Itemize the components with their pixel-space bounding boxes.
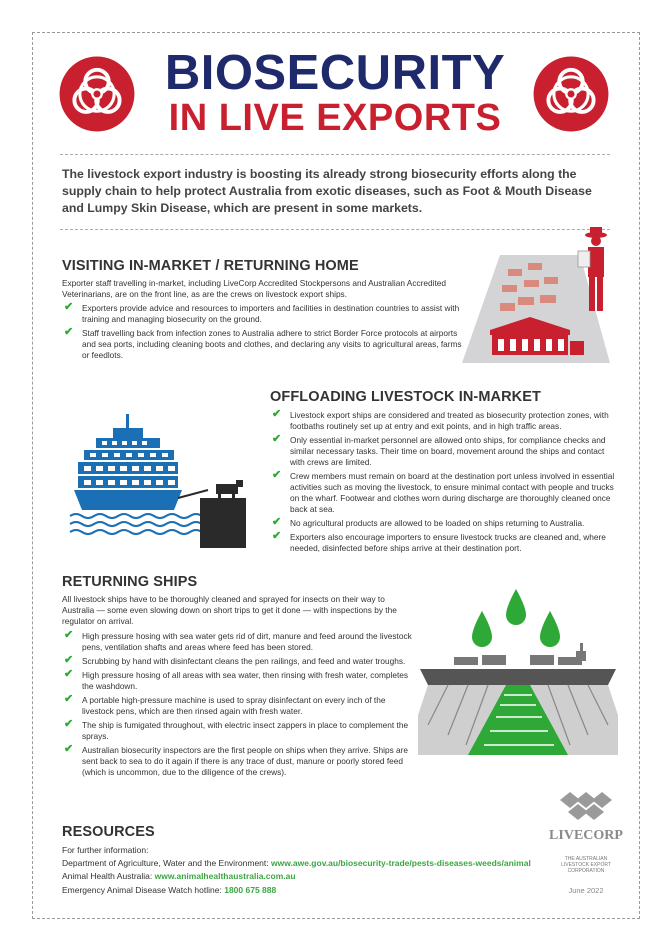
- list-item-text: The ship is fumigated throughout, with electric insect zappers in place to complement the sprays.: [82, 720, 409, 741]
- livecorp-logo-icon: [558, 790, 614, 826]
- resource-line: [62, 885, 276, 896]
- visiting-heading: VISITING IN-MARKET / RETURNING HOME: [62, 258, 359, 274]
- list-item: [62, 695, 417, 717]
- list-item: [62, 631, 417, 653]
- resource-link[interactable]: www.animalhealthaustralia.com.au: [154, 871, 296, 881]
- resource-phone: 1800 675 888: [224, 885, 277, 895]
- resources-intro: For further information:: [62, 845, 149, 855]
- list-item-text: Only essential in-market personnel are allowed onto ships, for compliance checks and similar necessary tasks. Their time on board, movement around the ships and contact with crews are limited.: [290, 435, 606, 467]
- check-icon: ✔: [64, 301, 74, 313]
- check-icon: ✔: [64, 668, 74, 680]
- list-item-text: Scrubbing by hand with disinfectant cleans the pen railings, and feed and water troughs.: [82, 656, 406, 666]
- list-item: [270, 410, 620, 432]
- list-item: [62, 670, 417, 692]
- check-icon: ✔: [64, 718, 74, 730]
- check-icon: ✔: [272, 530, 282, 542]
- ship-illustration: [68, 410, 258, 550]
- check-icon: ✔: [272, 469, 282, 481]
- check-icon: ✔: [64, 326, 74, 338]
- publication-date: June 2022: [568, 886, 604, 895]
- intro-text: The livestock export industry is boosting its already strong biosecurity efforts along the supply chain to help protect Australia from exotic diseases, such as Foot & Mouth Disease and Lumpy Skin Disease, which are present in some markets.: [62, 167, 592, 215]
- check-icon: ✔: [64, 654, 74, 666]
- list-item: [62, 745, 417, 778]
- check-icon: ✔: [64, 629, 74, 641]
- title-line-1: BIOSECURITY: [164, 46, 506, 100]
- livecorp-logo-name: LIVECORP: [549, 828, 623, 843]
- offloading-list: [270, 410, 620, 557]
- list-item-text: No agricultural products are allowed to be loaded on ships returning to Australia.: [290, 518, 585, 528]
- resources-heading: RESOURCES: [62, 824, 155, 840]
- list-item-text: Exporters also encourage importers to ensure livestock trucks are cleaned and, where needed, disinfected before ships arrive at their destination port.: [290, 532, 606, 553]
- returning-heading: RETURNING SHIPS: [62, 574, 198, 590]
- offloading-heading: OFFLOADING LIVESTOCK IN-MARKET: [270, 389, 541, 405]
- list-item-text: Staff travelling back from infection zones to Australia adhere to strict Border Force protocols at airports and sea ports, including cleaning boots and clothes, and declaring any visits to agricultural areas, farms or feedlots.: [82, 328, 462, 360]
- biohazard-icon: [58, 55, 136, 133]
- divider: [60, 154, 610, 155]
- list-item-text: Exporters provide advice and resources to importers and facilities in destination countries to assist with training and managing biosecurity on the ground.: [82, 303, 460, 324]
- list-item: [270, 435, 620, 468]
- check-icon: ✔: [64, 743, 74, 755]
- list-item-text: A portable high-pressure machine is used to spray disinfectant on every inch of the livestock pens, which are then rinsed again with fresh water.: [82, 695, 386, 716]
- resource-line: [62, 858, 531, 869]
- check-icon: ✔: [272, 433, 282, 445]
- resource-label: Emergency Animal Disease Watch hotline:: [62, 885, 222, 895]
- ship-washdown-illustration: [418, 585, 618, 755]
- list-item-text: Australian biosecurity inspectors are the first people on ships when they arrive. Ships are sent back to sea to do it again if there is any trace of dust, manure or poorly stored feed (which is uncommon, due to the diligence of the crews).: [82, 745, 409, 777]
- list-item: [62, 303, 462, 325]
- list-item: [270, 471, 620, 515]
- returning-list: [62, 631, 417, 781]
- resource-link[interactable]: www.awe.gov.au/biosecurity-trade/pests-diseases-weeds/animal: [271, 858, 531, 868]
- list-item: [270, 518, 620, 529]
- resource-label: Animal Health Australia:: [62, 871, 153, 881]
- biohazard-icon: [532, 55, 610, 133]
- resource-line: [62, 871, 296, 882]
- list-item-text: High pressure hosing of all areas with sea water, then rinsing with fresh water, completes the washdown.: [82, 670, 409, 691]
- list-item: [62, 328, 462, 361]
- livecorp-tagline: THE AUSTRALIAN LIVESTOCK EXPORT CORPORATION: [561, 856, 611, 874]
- list-item-text: High pressure hosing with sea water gets rid of dirt, manure and feed around the livestock pens, ventilation shafts and areas where feed has been stored.: [82, 631, 412, 652]
- list-item-text: Crew members must remain on board at the destination port unless involved in essential activities such as moving the livestock, to ensure minimal contact with people and trucks on the wharf. Footwear and clothes worn during discharge are thoroughly cleaned once back at sea.: [290, 471, 615, 514]
- check-icon: ✔: [272, 516, 282, 528]
- list-item: [270, 532, 620, 554]
- farm-illustration: [460, 225, 620, 365]
- title-line-2: IN LIVE EXPORTS: [168, 97, 502, 139]
- resource-label: Department of Agriculture, Water and the Environment:: [62, 858, 269, 868]
- list-item: [62, 720, 417, 742]
- visiting-paragraph: Exporter staff travelling in-market, including LiveCorp Accredited Stockpersons and Australian Accredited Veterinarians, are on the front line, as are the crews on livestock export ships.: [62, 278, 447, 299]
- check-icon: ✔: [64, 693, 74, 705]
- list-item-text: Livestock export ships are considered and treated as biosecurity protection zones, with footbaths routinely set up at entry and exit points, and in high traffic areas.: [290, 410, 609, 431]
- returning-paragraph: All livestock ships have to be thoroughly cleaned and sprayed for insects on their way to Australia — some even slowing down on short trips to get it done — with inspections by the regulator on arrival.: [62, 594, 397, 626]
- list-item: [62, 656, 417, 667]
- check-icon: ✔: [272, 408, 282, 420]
- visiting-list: [62, 303, 462, 364]
